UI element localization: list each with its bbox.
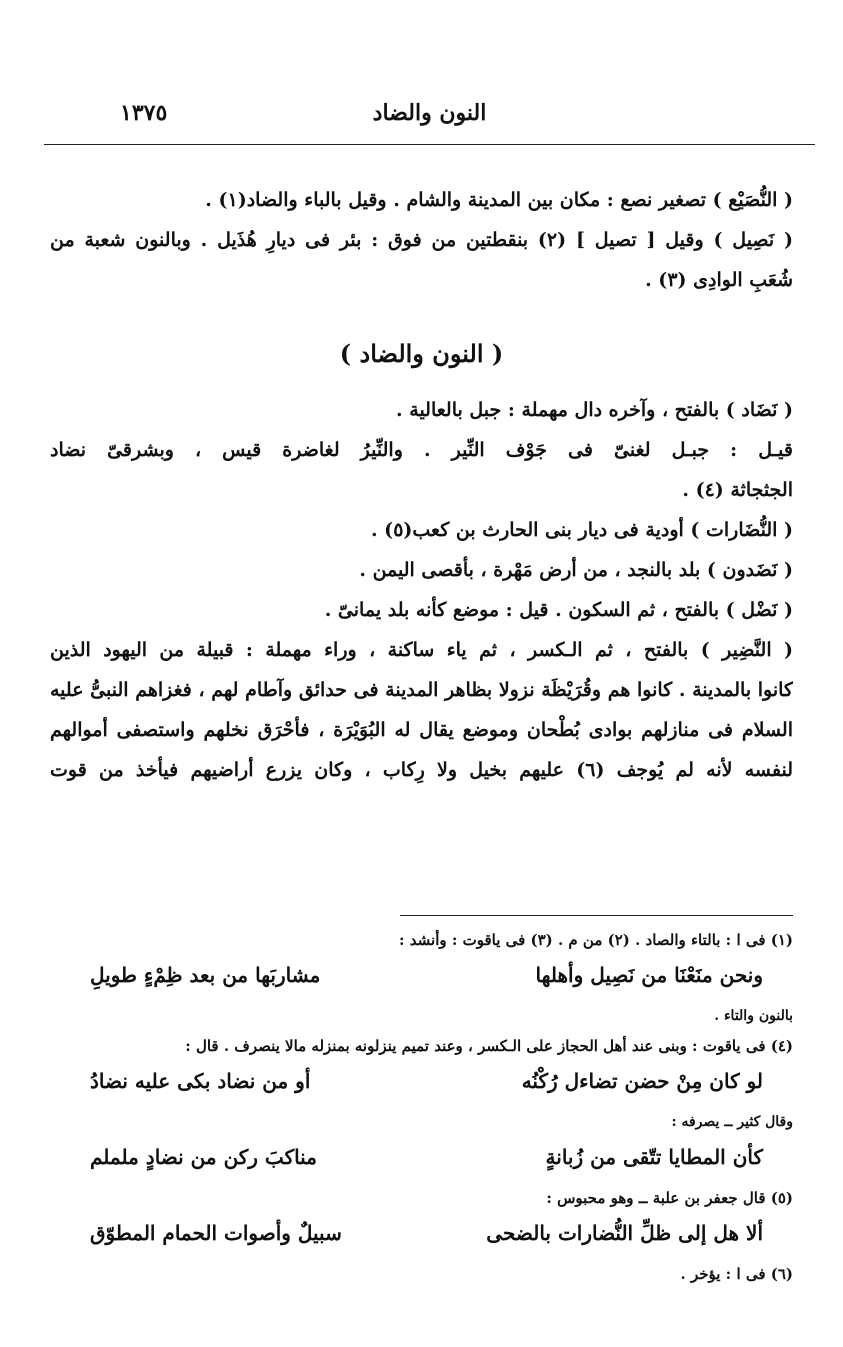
entry-nudarat: ( النُّضَارات ) أودية فى ديار بنى الحارث بن كعب(٥) .: [370, 519, 793, 541]
entry-nadir-cont2: السلام فى منازلهم بوادى بُطْحان وموضع يقال له البُوَيْرَة ، فأحْرَق نخلهم واستصفى أموالهم: [50, 719, 793, 741]
verse-2: [50, 1061, 793, 1107]
entry-nadad-cont2: الجثجاثة (٤) .: [682, 479, 793, 501]
footnote-4-tail: وقال كثير ــ يصرفه :: [671, 1114, 793, 1130]
footnote-6: (٦) فى ا : يؤخر .: [680, 1265, 793, 1283]
verse-4: [50, 1213, 793, 1259]
entry-nadir-cont3: لنفسه لأنه لم يُوجف (٦) عليهم بخيل ولا رِكاب ، وكان يزرع أراضيهم فيأخذ من قوت: [50, 759, 793, 781]
footnote-5: (٥) قال جعفر بن علبة ــ وهو محبوس :: [546, 1189, 793, 1207]
verse-3-first-hemistich: كأن المطايا تتّقى من زُبانةٍ: [545, 1145, 763, 1169]
footnote-3-tail: بالنون والتاء .: [714, 1008, 793, 1024]
verse-1-first-hemistich: ونحن منَعْنَا من نَصِيل وأهلها: [535, 963, 763, 987]
entry-nadl: ( نَضْل ) بالفتح ، ثم السكون . قيل : موضع كأنه بلد يمانىّ .: [324, 599, 793, 621]
footnote-4: (٤) فى ياقوت : وبنى عند أهل الحجاز على الـكسر ، وعند تميم ينزلونه بمنزله مالا ينصرف . قال :: [185, 1037, 793, 1055]
verse-2-first-hemistich: لو كان مِنْ حضن تضاءل رُكْنُه: [521, 1069, 763, 1093]
entry-nasil-cont: شُعَبِ الوادِى (٣) .: [645, 269, 793, 291]
header-rule: [44, 144, 815, 145]
verse-2-second-hemistich: أو من نضاد بكى عليه نضادُ: [90, 1069, 311, 1093]
entry-nadir: ( النَّضِير ) بالفتح ، ثم الـكسر ، ثم ياء ساكنة ، وراء مهملة : قبيلة من اليهود الذين: [50, 639, 793, 661]
entry-nusay: ( النُّصَيْع ) تصغير نصع : مكان بين المدينة والشام . وقيل بالباء والضاد(١) .: [205, 189, 793, 211]
verse-3-second-hemistich: مناكبَ ركن من نضادٍ ململم: [90, 1145, 317, 1169]
entry-nadir-cont1: كانوا بالمدينة . كانوا هم وقُرَيْظَة نزولا بظاهر المدينة فى حدائق وآطام لهم ، فغزاهم النبىُّ عليه: [50, 679, 793, 701]
main-text: [50, 180, 793, 790]
section-title: ( النون والضاد ): [339, 339, 504, 368]
verse-4-second-hemistich: سبيلٌ وأصوات الحمام المطوّق: [90, 1221, 342, 1245]
footnote-1-3: (١) فى ا : بالتاء والصاد . (٢) من م . (٣) فى ياقوت : وأنشد :: [399, 931, 793, 949]
verse-3: [50, 1137, 793, 1183]
page-number: ١٣٧٥: [120, 100, 168, 126]
entry-nadad-cont: قيـل : جبـل لغنىّ فى جَوْف النِّير . والنِّيرُ لغاضرة قيس ، وبشرقىّ نضاد: [50, 439, 793, 461]
verse-1: [50, 955, 793, 1001]
verse-1-second-hemistich: مشاربَها من بعد ظِمْءٍ طويلِ: [90, 963, 321, 987]
entry-nadadun: ( نَضَدون ) بلد بالنجد ، من أرض مَهْرة ، بأقصى اليمن .: [359, 559, 793, 581]
footnotes: [50, 925, 793, 1289]
running-title: النون والضاد: [372, 100, 487, 126]
verse-4-first-hemistich: ألا هل إلى ظلِّ النُّضارات بالضحى: [486, 1221, 763, 1245]
entry-nasil: ( نَصِيل ) وقيل [ تصيل ] (٢) بنقطتين من فوق : بئر فى ديارِ هُذَيل . وبالنون شعبة من: [50, 229, 793, 251]
footnote-rule: [400, 915, 793, 916]
page-header: [44, 92, 815, 142]
entry-nadad: ( نَضَاد ) بالفتح ، وآخره دال مهملة : جبل بالعالية .: [396, 399, 793, 421]
